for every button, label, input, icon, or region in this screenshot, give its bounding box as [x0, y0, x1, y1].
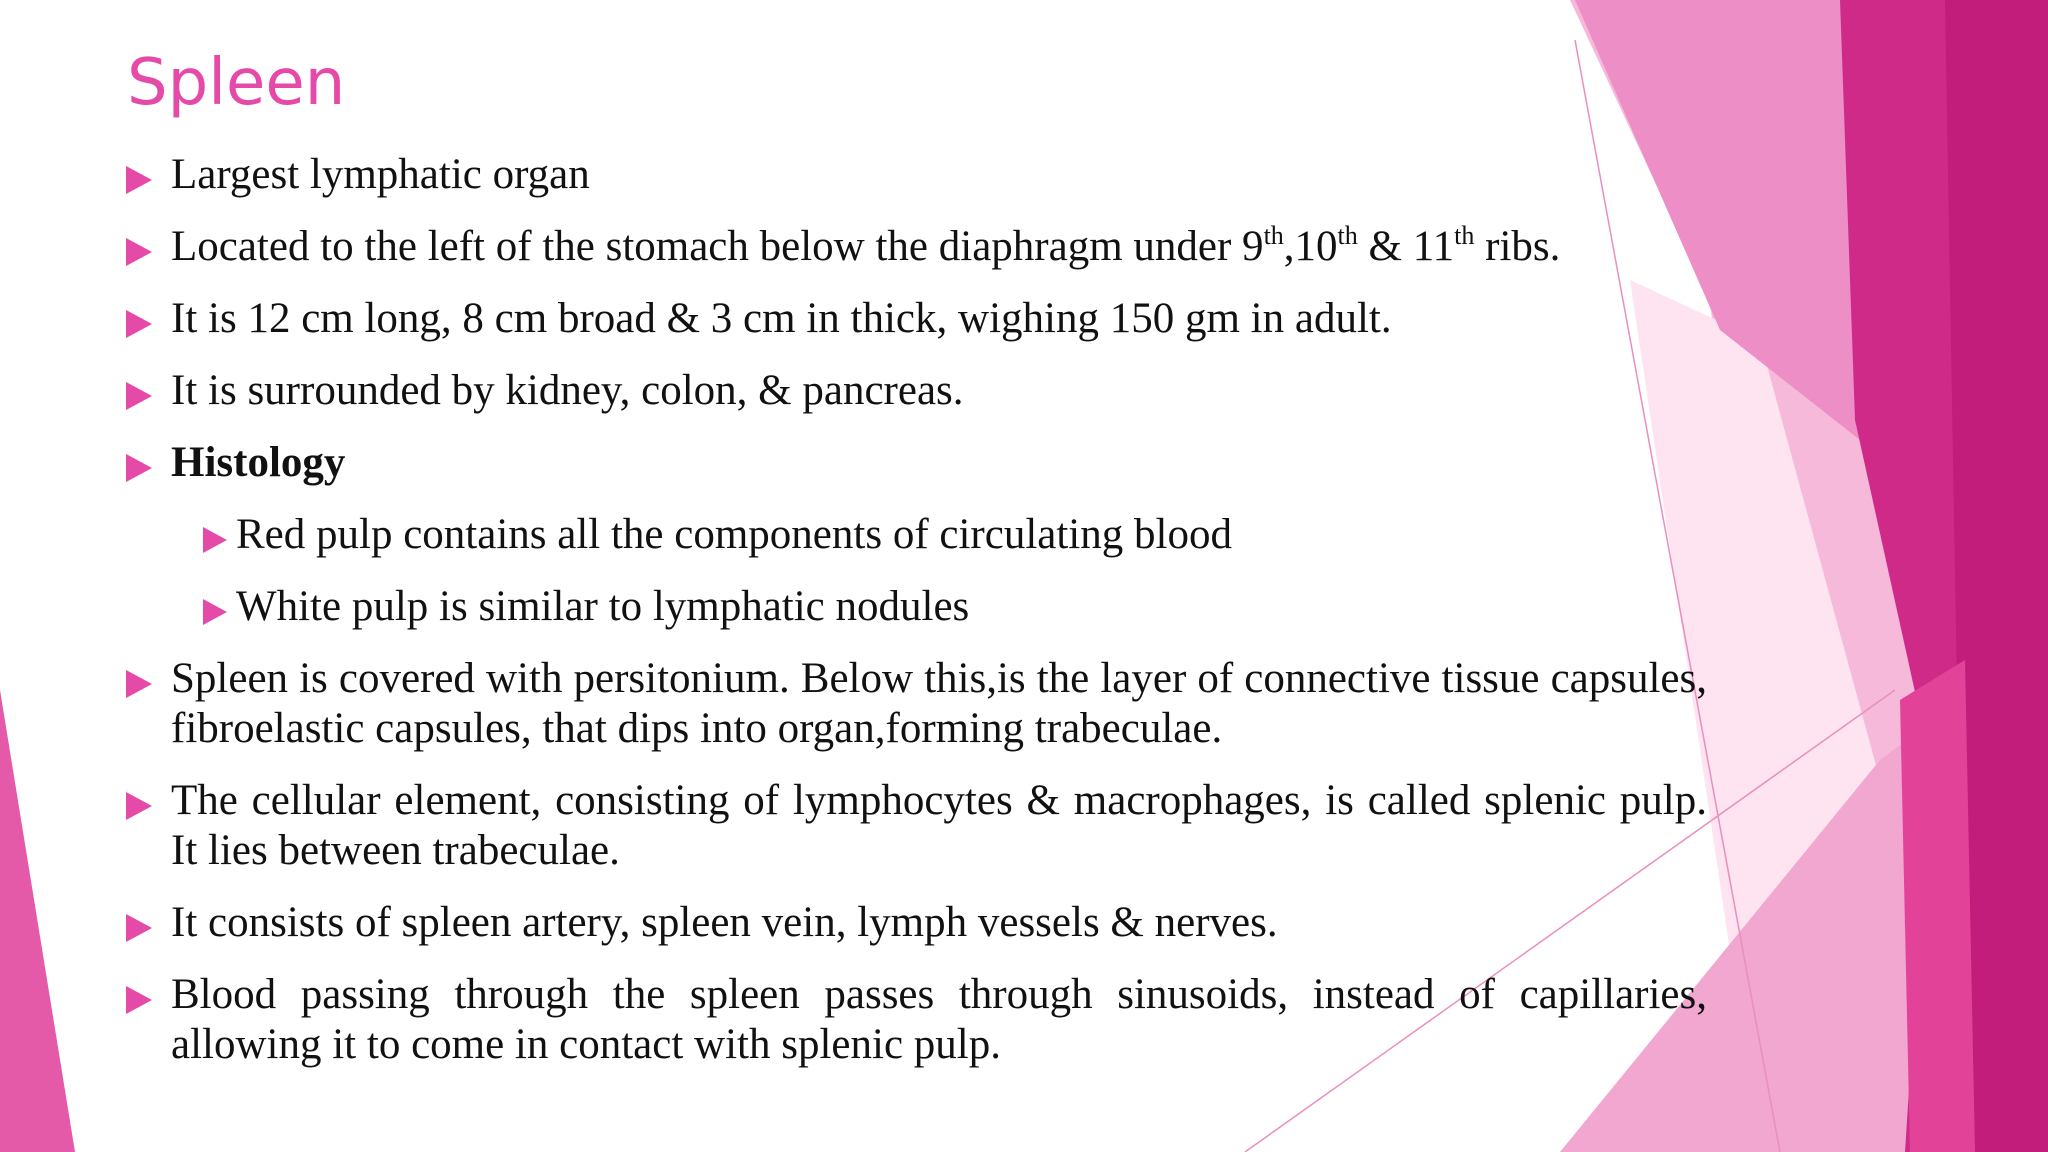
bullet-item: [122, 366, 1707, 416]
bullet-text: & 11: [1357, 223, 1455, 270]
bullet-text: Red pulp contains all the components of circulating blood: [236, 511, 1232, 558]
pink-triangle-bullet-icon: [126, 792, 152, 820]
bullet-list: [122, 150, 1707, 1092]
bullet-text: The cellular element, consisting of lymphocytes & macrophages, is called splenic pulp. It lies between trabeculae.: [171, 777, 1707, 874]
bullet-text: Located to the left of the stomach below the diaphragm under 9: [171, 223, 1264, 270]
pink-triangle-bullet-icon: [126, 914, 152, 942]
bullet-heading: Histology: [171, 439, 346, 486]
superscript: th: [1263, 221, 1284, 250]
bullet-text: It consists of spleen artery, spleen vein, lymph vessels & nerves.: [171, 899, 1278, 946]
bullet-text: It is surrounded by kidney, colon, & pancreas.: [171, 367, 964, 414]
bullet-item: [122, 898, 1707, 948]
pink-triangle-bullet-icon: [126, 986, 152, 1014]
left-edge-shape: [0, 690, 75, 1152]
pink-triangle-bullet-icon: [126, 454, 152, 482]
bullet-text: White pulp is similar to lymphatic nodules: [236, 583, 970, 630]
bullet-text: Blood passing through the spleen passes through sinusoids, instead of capillaries, allowing it to come in contact with splenic pulp.: [171, 971, 1707, 1068]
pink-triangle-bullet-icon: [203, 527, 227, 553]
pink-triangle-bullet-icon: [126, 238, 152, 266]
bullet-text: ,10: [1283, 223, 1338, 270]
superscript: th: [1337, 221, 1358, 250]
pink-triangle-bullet-icon: [126, 382, 152, 410]
slide-title: Spleen: [127, 46, 346, 120]
bullet-text: Largest lymphatic organ: [171, 151, 590, 198]
bullet-item: [122, 776, 1707, 876]
bullet-item: [122, 222, 1707, 272]
superscript: th: [1454, 221, 1475, 250]
sub-bullet-item: [203, 582, 1707, 632]
bullet-item: [122, 294, 1707, 344]
bullet-item: [122, 438, 1707, 488]
bullet-item: [122, 150, 1707, 200]
pink-triangle-bullet-icon: [126, 670, 152, 698]
bullet-item: [122, 654, 1707, 754]
pink-triangle-bullet-icon: [203, 599, 227, 625]
bullet-item: [122, 970, 1707, 1070]
bullet-text: Spleen is covered with persitonium. Below this,is the layer of connective tissue capsules, fibroelastic capsules, that dips into organ,forming trabeculae.: [171, 655, 1707, 752]
pink-triangle-bullet-icon: [126, 310, 152, 338]
bullet-text: ribs.: [1474, 223, 1561, 270]
pink-triangle-bullet-icon: [126, 166, 152, 194]
bullet-text: It is 12 cm long, 8 cm broad & 3 cm in thick, wighing 150 gm in adult.: [171, 295, 1392, 342]
right-bright-shard: [1900, 660, 1975, 1152]
sub-bullet-item: [203, 510, 1707, 560]
